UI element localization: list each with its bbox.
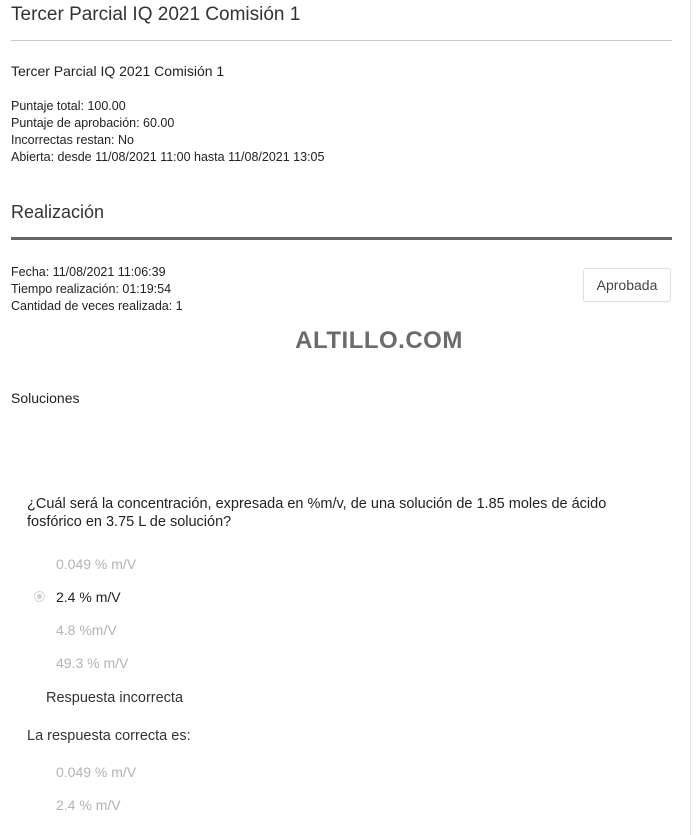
correct-option-1: 0.049 % m/V [56,764,137,780]
attempt-date: Fecha: 11/08/2021 11:06:39 [11,265,166,279]
wrong-subtract: Incorrectas restan: No [11,133,134,147]
option-a: 0.049 % m/V [56,556,137,572]
question-text: ¿Cuál será la concentración, expresada en %m/v, de una solución de 1.85 moles de ácido fosfórico en 3.75 L de solución? [27,496,607,530]
pass-score: Puntaje de aprobación: 60.00 [11,116,175,130]
option-c: 4.8 %m/V [56,622,117,638]
attempt-info [11,264,183,315]
selected-radio-icon [34,591,45,602]
attempt-time: Tiempo realización: 01:19:54 [11,282,172,296]
option-d: 49.3 % m/V [56,655,129,671]
correct-answer-label: La respuesta correcta es: [27,728,191,744]
page-title: Tercer Parcial IQ 2021 Comisión 1 [11,4,301,25]
total-score: Puntaje total: 100.00 [11,99,126,113]
solutions-title: Soluciones [11,390,80,406]
open-period: Abierta: desde 11/08/2021 11:00 hasta 11/08/2021 13:05 [11,150,325,164]
attempt-count: Cantidad de veces realizada: 1 [11,299,183,313]
watermark: ALTILLO.COM [295,327,463,354]
section-divider [11,237,672,240]
header-divider [11,40,672,41]
section-title-realizacion: Realización [11,202,105,222]
page-edge-divider [690,0,691,835]
answer-feedback: Respuesta incorrecta [46,690,184,706]
exam-info [11,98,324,166]
status-badge: Aprobada [583,268,671,302]
exam-name: Tercer Parcial IQ 2021 Comisión 1 [11,63,225,79]
option-b-selected: 2.4 % m/V [56,589,121,605]
correct-option-2: 2.4 % m/V [56,797,121,813]
